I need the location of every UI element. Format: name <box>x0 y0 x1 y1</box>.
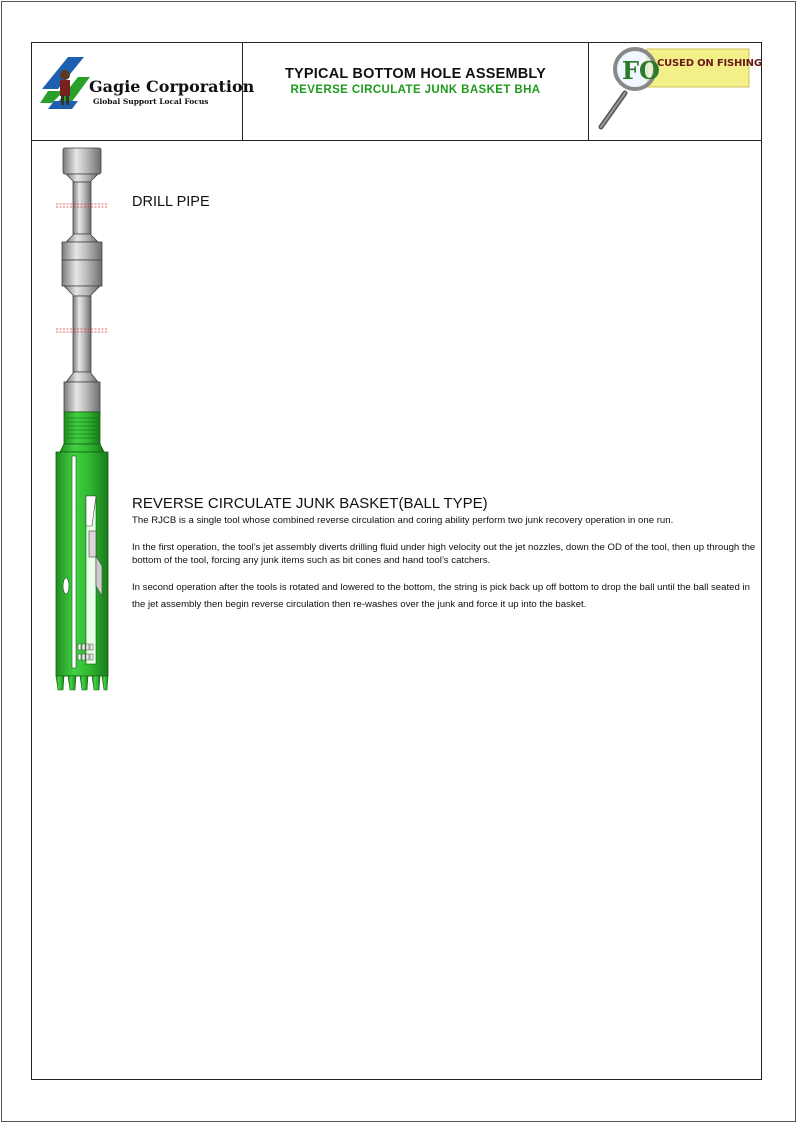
gagie-logo-icon <box>38 55 90 117</box>
focused-on-fishing-badge <box>589 43 761 140</box>
description-paragraph-2: In the first operation, the tool’s jet assembly diverts drilling fluid under high velocity out the jet nozzles, down the OD of the tool, then up through the bottom of the tool, forcing any junk items such as bit cones and hand tool’s catchers. <box>132 542 756 566</box>
description-paragraph-3: In second operation after the tools is rotated and lowered to the bottom, the string is pick back up off bottom to drop the ball until the ball seated in the jet assembly then begin reverse circulation then re-washes over the junk and force it up into the basket. <box>132 582 750 610</box>
description-paragraph-1: The RJCB is a single tool whose combined reverse circulation and coring ability perform two junk recovery operation in one run. <box>132 515 674 526</box>
header <box>32 43 761 141</box>
company-name: Gagie Corporation <box>89 77 255 96</box>
title-cell <box>243 43 589 140</box>
company-tagline: Global Support Local Focus <box>93 97 209 106</box>
drill-pipe-upper <box>56 148 108 296</box>
page-subtitle: REVERSE CIRCULATE JUNK BASKET BHA <box>290 84 541 96</box>
bha-tool-drawing <box>52 146 112 694</box>
junk-basket-heading: REVERSE CIRCULATE JUNK BASKET(BALL TYPE) <box>132 495 488 512</box>
company-logo-cell <box>32 43 255 140</box>
document-frame <box>31 42 762 1080</box>
drill-pipe-lower <box>56 296 108 412</box>
page-title: TYPICAL BOTTOM HOLE ASSEMBLY <box>285 66 546 82</box>
junk-basket <box>56 412 108 690</box>
badge-letters: FO <box>622 56 660 85</box>
badge-text: CUSED ON FISHING <box>657 58 762 69</box>
drill-pipe-label: DRILL PIPE <box>132 194 210 210</box>
